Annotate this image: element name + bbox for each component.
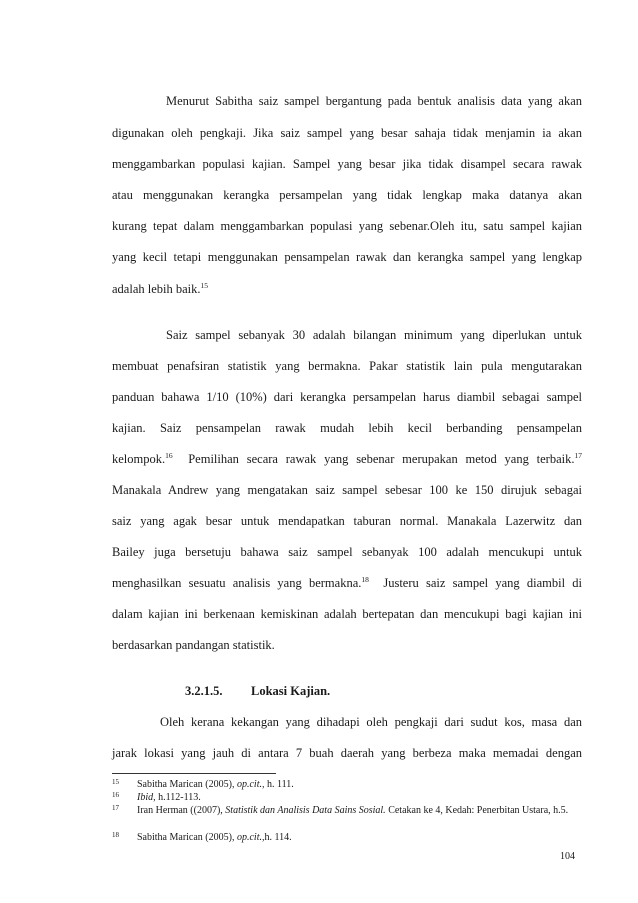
paragraph-line: digunakan oleh pengkaji. Jika saiz sampel yang besar sahaja tidak menjamin ia akan xyxy=(112,126,582,140)
footnote-divider xyxy=(112,773,276,774)
section-title: Lokasi Kajian. xyxy=(251,684,331,698)
footnote-mark: 17 xyxy=(112,804,119,812)
footnote-mark: 16 xyxy=(112,791,119,799)
paragraph-line: kajian. Saiz pensampelan rawak mudah lebih kecil berbanding pensampelan xyxy=(112,421,582,435)
paragraph-line: kurang tepat dalam menggambarkan populasi yang sebenar.Oleh itu, satu sampel kajian xyxy=(112,219,582,233)
footnote-ref: 15 xyxy=(200,281,209,290)
paragraph-line: Manakala Andrew yang mengatakan saiz sampel sebesar 100 ke 150 dirujuk sebagai xyxy=(112,483,582,497)
paragraph-line: adalah lebih baik.$^{15}$ xyxy=(112,281,209,296)
paragraph-line: menghasilkan sesuatu analisis yang bermakna.$^{18}$ Justeru saiz sampel yang diambil di xyxy=(112,575,583,590)
paragraph-line: Menurut Sabitha saiz sampel bergantung pada bentuk analisis data yang akan xyxy=(166,94,582,108)
paragraph-line: membuat penafsiran statistik yang bermakna. Pakar statistik lain pula mengutarakan xyxy=(112,359,582,373)
paragraph-line: menggambarkan populasi kajian. Sampel yang besar jika tidak disampel secara rawak xyxy=(112,157,582,171)
paragraph-line: Bailey juga bersetuju bahawa saiz sampel sebanyak 100 adalah mencukupi untuk xyxy=(112,545,582,559)
paragraph-line: Saiz sampel sebanyak 30 adalah bilangan minimum yang diperlukan untuk xyxy=(166,328,582,342)
paragraph-line: kelompok.$^{16}$ Pemilihan secara rawak yang sebenar merupakan metod yang terbaik.$^{17}$ xyxy=(112,451,582,466)
footnote-ref: 16 xyxy=(165,451,173,460)
paragraph-line: panduan bahawa 1/10 (10%) dari kerangka persampelan harus diambil sebagai sampel xyxy=(112,390,582,404)
footnote-mark: 15 xyxy=(112,778,119,786)
page-number: 104 xyxy=(560,851,575,862)
footnote-mark: 18 xyxy=(112,831,119,839)
paragraph-line: dalam kajian ini berkenaan kemiskinan adalah bertepatan dan mencukupi bagi kajian ini xyxy=(112,607,582,621)
paragraph-line: yang kecil tetapi menggunakan pensampelan rawak dan kerangka sampel yang lengkap xyxy=(112,250,582,264)
footnote-ref: 17 xyxy=(574,451,582,460)
paragraph-line: saiz yang agak besar untuk mendapatkan taburan normal. Manakala Lazerwitz dan xyxy=(112,514,582,528)
section-number: 3.2.1.5. xyxy=(185,684,223,698)
footnote-ref: 18 xyxy=(361,575,369,584)
paragraph-line: atau menggunakan kerangka persampelan yang tidak lengkap maka datanya akan xyxy=(112,188,582,202)
section-heading xyxy=(185,684,330,699)
document-page: Menurut Sabitha saiz sampel bergantung pada bentuk analisis data yang akan digunakan oleh pengkaji. Jika saiz sampel yang besar sahaja tidak menjamin ia akan menggambarkan populasi kajian. Sampel yang besar jika tidak disampel secara rawak atau menggunakan kerangka persampelan yang tidak lengkap maka datanya akan kurang tepat dalam menggambarkan populasi yang sebenar.Oleh itu, satu sampel kajian yang kecil tetapi menggunakan pensampelan rawak dan kerangka sampel yang lengkap adalah lebih baik.$^{15}$ Saiz sampel sebanyak 30 adalah bilangan minimum yang diperlukan untuk membuat penafsiran statistik yang bermakna. Pakar statistik lain pula mengutarakan panduan bahawa 1/10 (10%) dari kerangka persampelan harus diambil sebagai sampel kajian. Saiz pensampelan rawak mudah lebih kecil berbanding pensampelan kelompok.$^{16}$ Pemilihan secara rawak yang sebenar merupakan metod yang terbaik.$^{17}$ Manakala Andrew yang mengatakan saiz sampel sebesar 100 ke 150 dirujuk sebagai saiz yang agak besar untuk mendapatkan taburan normal. Manakala Lazerwitz dan Bailey juga bersetuju bahawa saiz sampel sebanyak 100 adalah mencukupi untuk menghasilkan sesuatu analisis yang bermakna.$^{18}$ Justeru saiz sampel yang diambil di dalam kajian ini berkenaan kemiskinan adalah bertepatan dan mencukupi bagi kajian ini berdasarkan pandangan statistik. 3.2.1.5. Lokasi Kajian. Oleh kerana kekangan yang dihadapi oleh pengkaji dari sudut kos, masa dan jarak lokasi yang jauh di antara 7 buah daerah yang berbeza maka memadai dengan 15 Sabitha Marican (2005), op.cit., h. 111. 16 Ibid, h.112-113. 17 Iran Herman ((2007), Statistik dan Analisis Data Sains Sosial. Cetakan ke 4, Kedah: Penerbitan Ustara, h.5. 18 Sabitha Marican (2005), op.cit.,h. 114. 104 xyxy=(112,94,583,862)
paragraph-line: berdasarkan pandangan statistik. xyxy=(112,638,275,652)
paragraph-line: jarak lokasi yang jauh di antara 7 buah daerah yang berbeza maka memadai dengan xyxy=(112,746,582,760)
paragraph-line: Oleh kerana kekangan yang dihadapi oleh pengkaji dari sudut kos, masa dan xyxy=(160,715,582,729)
